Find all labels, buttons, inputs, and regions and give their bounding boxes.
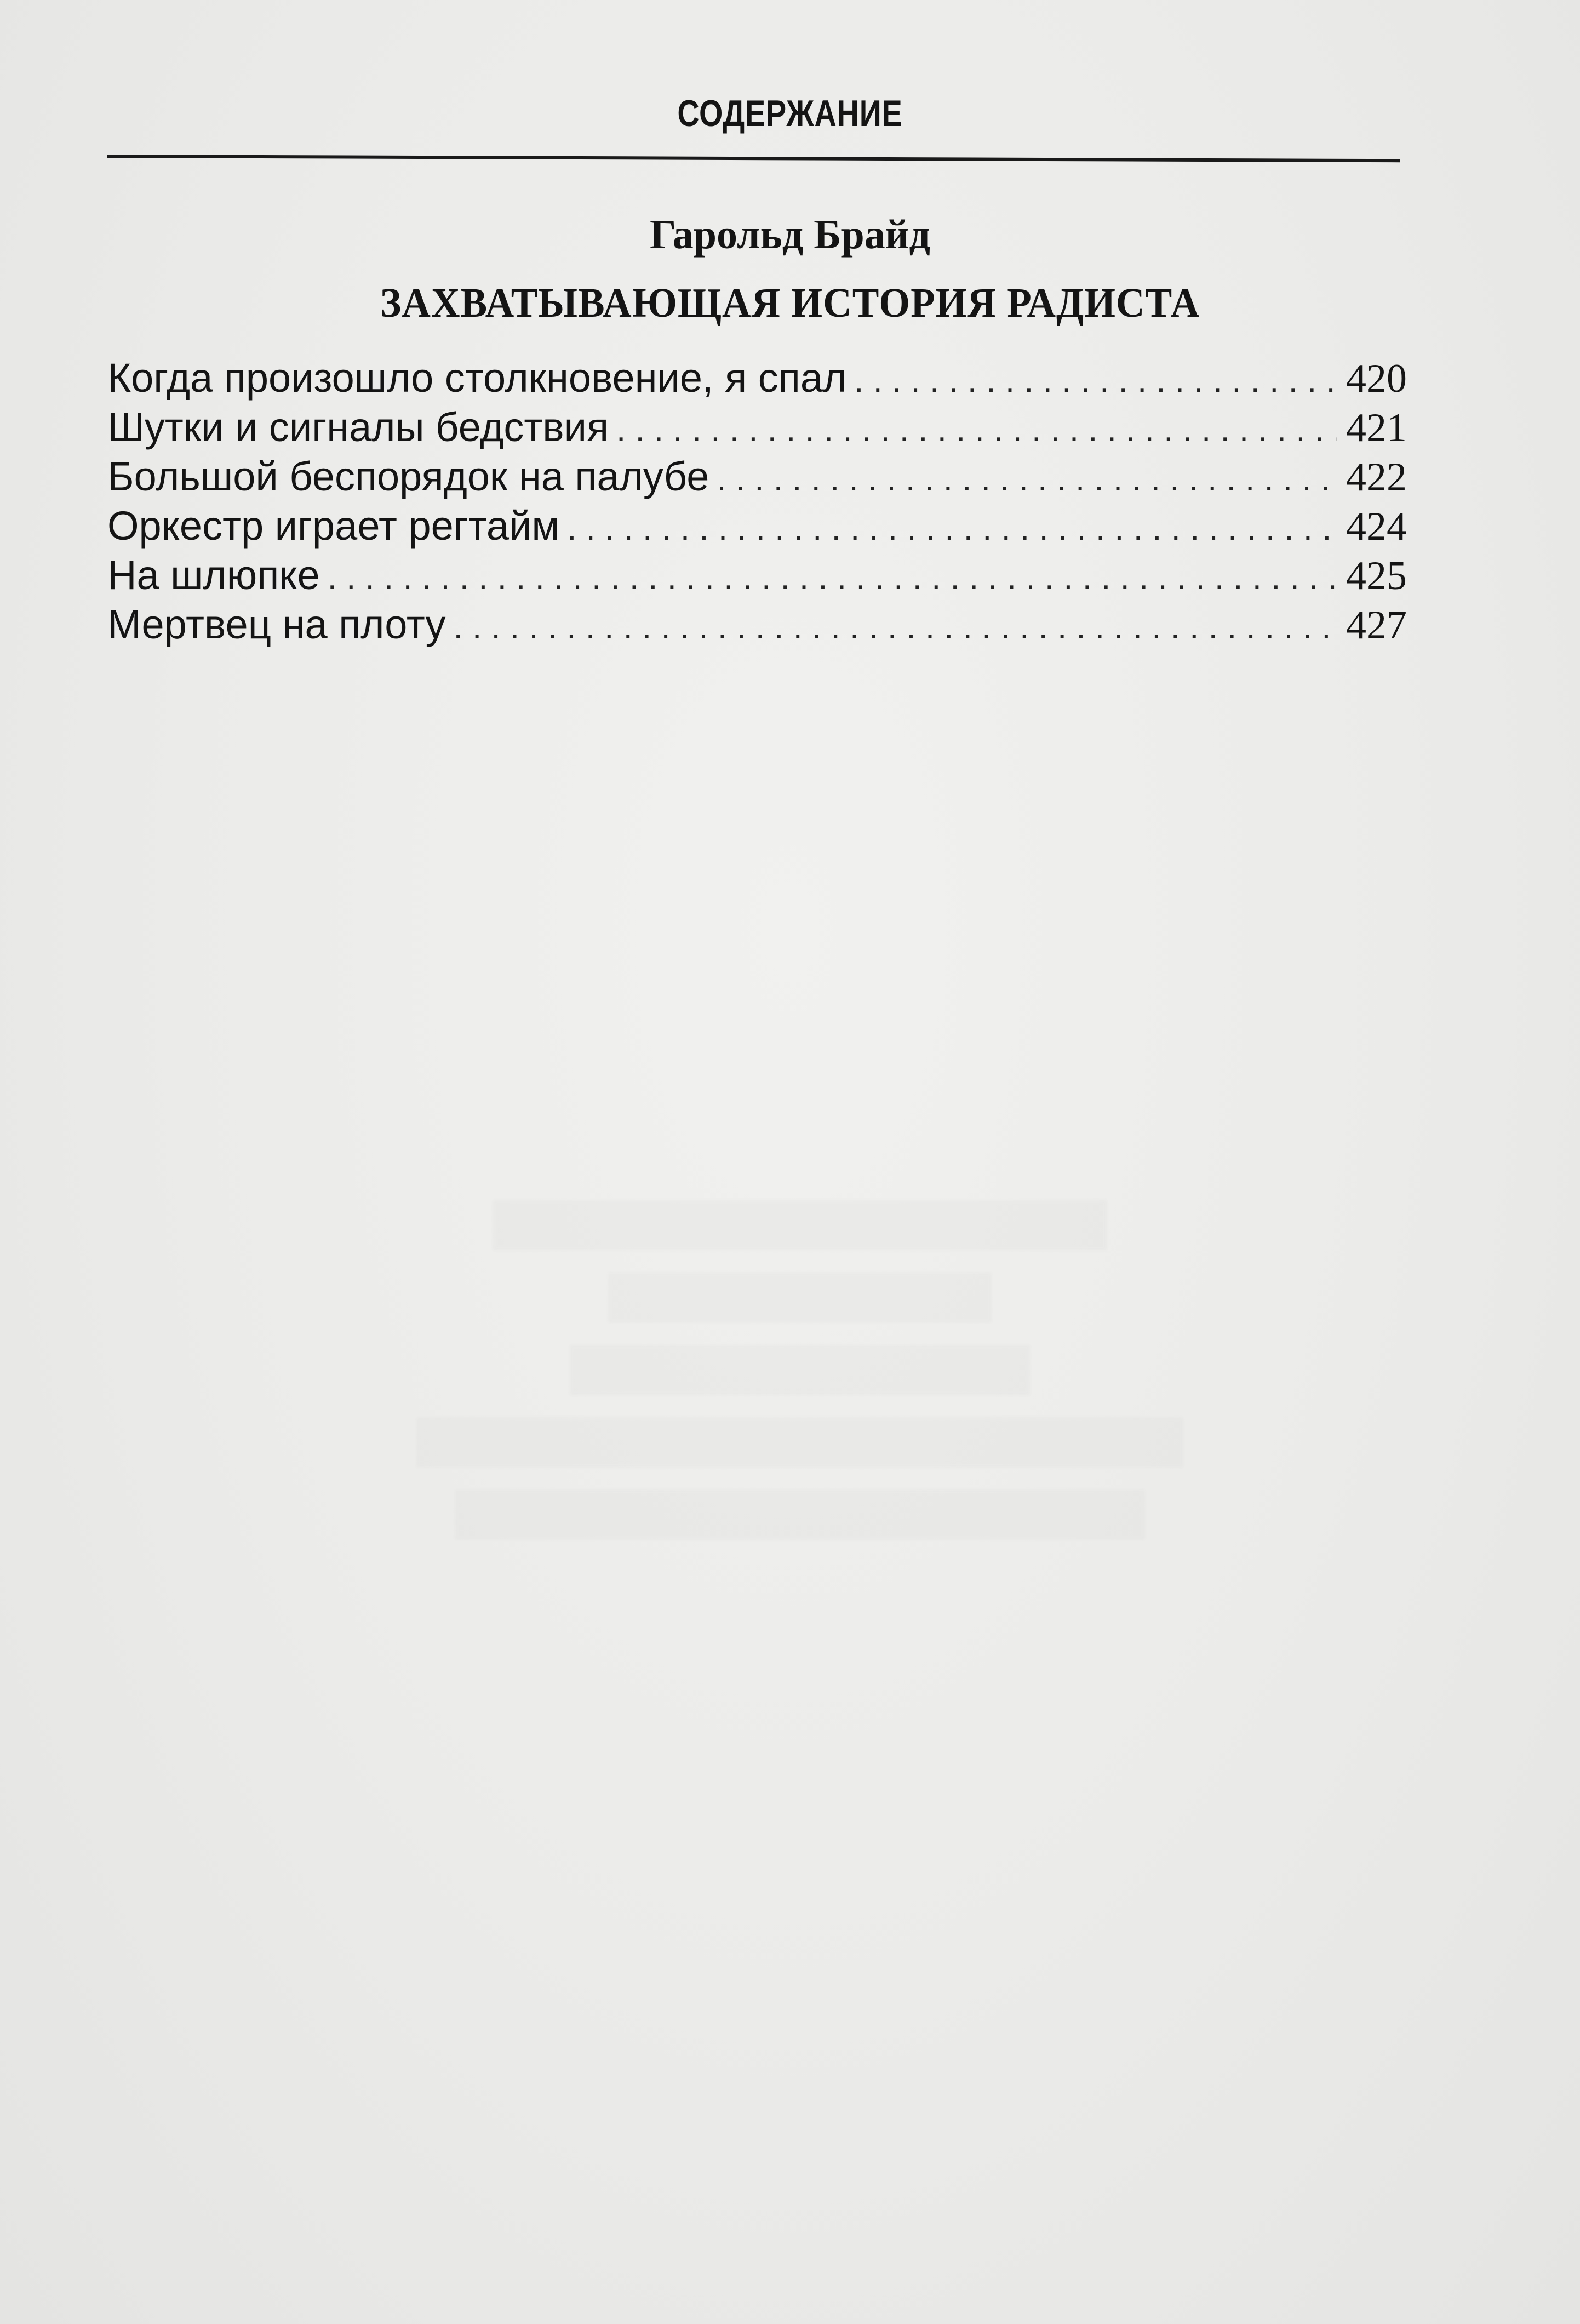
show-through-texture [416,1178,1183,2274]
toc-entry-title: Большой беспорядок на палубе [107,454,709,499]
toc-dot-leader [328,553,1337,603]
toc-entry-page: 422 [1346,455,1407,500]
toc-entry-page: 420 [1346,356,1407,401]
toc-entry[interactable] [107,551,1407,600]
running-head: СОДЕРЖАНИЕ [677,93,903,134]
toc-entry[interactable] [107,501,1407,551]
toc-dot-leader [454,603,1337,652]
toc-entry[interactable] [107,403,1407,452]
toc-dot-leader [854,356,1337,406]
toc-dot-leader [717,455,1337,504]
toc-dot-leader [616,406,1337,455]
toc-entry-title: На шлюпке [107,552,320,598]
toc-dot-leader [567,504,1337,553]
toc-entry-title: Шутки и сигналы бедствия [107,404,609,450]
toc-entry[interactable] [107,353,1407,403]
header-rule [107,155,1400,162]
toc-entry[interactable] [107,600,1407,649]
toc-entry-title: Мертвец на плоту [107,602,446,647]
toc-entry-title: Когда произошло столкновение, я спал [107,355,847,401]
toc-entry-page: 424 [1346,504,1407,549]
section-title: ЗАХВАТЫВАЮЩАЯ ИСТОРИЯ РАДИСТА [380,280,1200,326]
section-author: Гарольд Брайд [650,212,930,258]
toc-entry-title: Оркестр играет регтайм [107,503,560,549]
toc-entry[interactable] [107,452,1407,501]
toc-entry-page: 425 [1346,553,1407,598]
toc-entry-page: 421 [1346,406,1407,450]
toc-entry-page: 427 [1346,603,1407,648]
table-of-contents [107,353,1407,649]
